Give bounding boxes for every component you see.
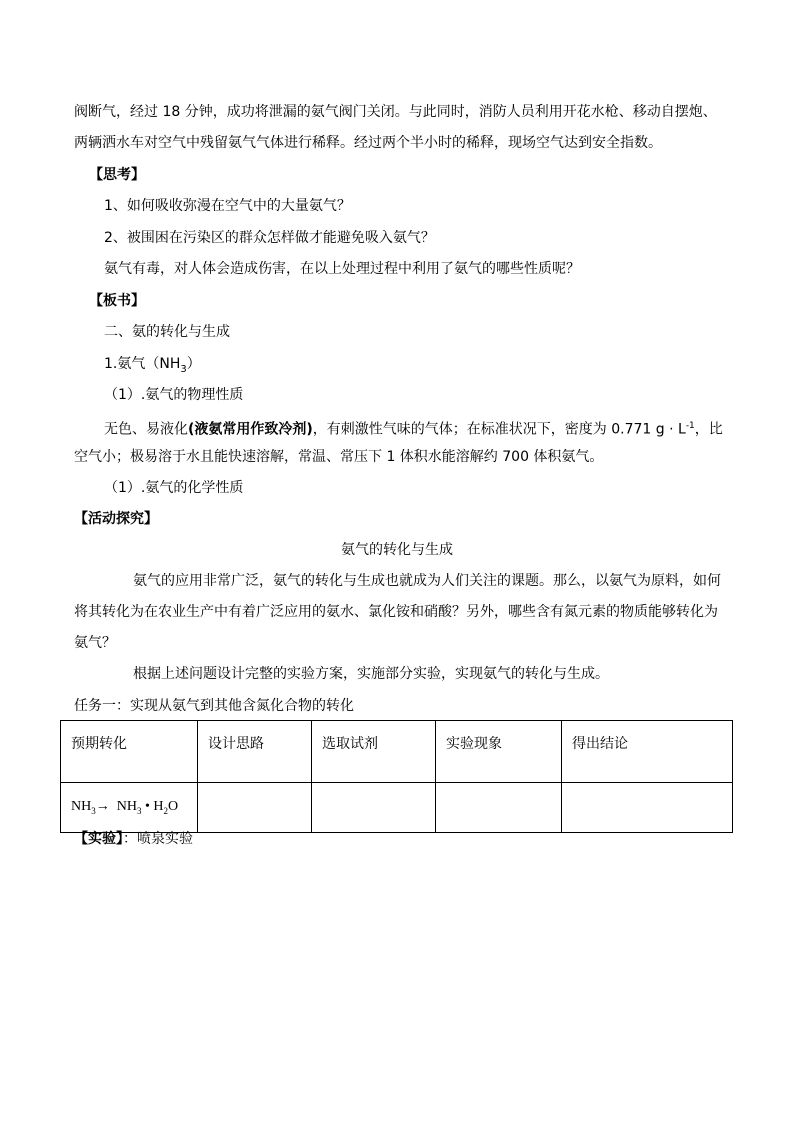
question-2: 2、被围困在污染区的群众怎样做才能避免吸入氨气？ [104, 230, 435, 246]
chemical-properties-title: （1）.氨气的化学性质 [104, 480, 244, 496]
item-suffix: ） [186, 356, 201, 372]
physical-properties-line [104, 416, 723, 440]
table-row [61, 783, 733, 833]
physical-properties-title: （1）.氨气的物理性质 [104, 387, 244, 403]
physical-properties-line-2: 空气小；极易溶于水且能快速溶解，常温、常压下 1 体积水能溶解约 700 体积氨气。 [74, 449, 604, 465]
paragraph-line: 阀断气，经过 18 分钟，成功将泄漏的氨气阀门关闭。与此同时，消防人员利用开花水枪、移动自摆炮、 [74, 104, 717, 120]
phys-text-c: ，比 [694, 421, 723, 438]
question-3: 氨气有毒，对人体会造成伤害，在以上处理过程中利用了氨气的哪些性质呢？ [104, 261, 580, 277]
table-header-cell: 实验现象 [436, 721, 562, 783]
item-title [104, 354, 201, 380]
phys-text-a: 无色、易液化 [104, 421, 188, 438]
table-cell [562, 783, 733, 833]
experiment-heading: 【实验】 [74, 831, 123, 847]
experiment-text: ：喷泉实验 [123, 831, 193, 847]
task-table [60, 720, 733, 833]
conversion-cell: $NH_3\to NH_3$ • $H_2O$ [61, 783, 198, 833]
table-header-row [61, 721, 733, 783]
table-cell [312, 783, 436, 833]
table-header-cell: 选取试剂 [312, 721, 436, 783]
activity-title: 氨气的转化与生成 [341, 542, 453, 558]
activity-heading: 【活动探究】 [74, 511, 158, 527]
table-header-cell: 设计思路 [198, 721, 312, 783]
paragraph-line: 两辆洒水车对空气中残留氨气气体进行稀释。经过两个半小时的稀释，现场空气达到安全指数。 [74, 135, 662, 151]
activity-paragraph-line: 氨气的应用非常广泛，氨气的转化与生成也就成为人们关注的课题。那么，以氨气为原料，如何 [133, 573, 721, 589]
question-1: 1、如何吸收弥漫在空气中的大量氨气？ [104, 198, 351, 214]
section-title: 二、氨的转化与生成 [104, 324, 230, 340]
item-prefix: 1.氨气（NH [104, 356, 181, 372]
phys-superscript: -1 [685, 421, 695, 431]
activity-paragraph-line: 氨气？ [74, 635, 116, 651]
activity-paragraph-line: 将其转化为在农业生产中有着广泛应用的氨水、氯化铵和硝酸？另外，哪些含有氮元素的物质能够转化为 [74, 604, 718, 620]
phys-text-bold: (液氨常用作致冷剂) [188, 421, 313, 438]
experiment-line [74, 829, 193, 849]
phys-text-b: ，有刺激性气味的气体；在标准状况下，密度为 0.771 g · L [312, 421, 686, 438]
item-subscript: 3 [180, 363, 187, 375]
board-heading: 【板书】 [89, 293, 145, 309]
thinking-heading: 【思考】 [89, 167, 145, 183]
table-cell [436, 783, 562, 833]
table-header-cell: 得出结论 [562, 721, 733, 783]
table-cell [198, 783, 312, 833]
table-header-cell: 预期转化 [61, 721, 198, 783]
activity-paragraph-2: 根据上述问题设计完整的实验方案，实施部分实验，实现氨气的转化与生成。 [133, 666, 609, 682]
task-title: 任务一：实现从氨气到其他含氮化合物的转化 [74, 698, 354, 714]
